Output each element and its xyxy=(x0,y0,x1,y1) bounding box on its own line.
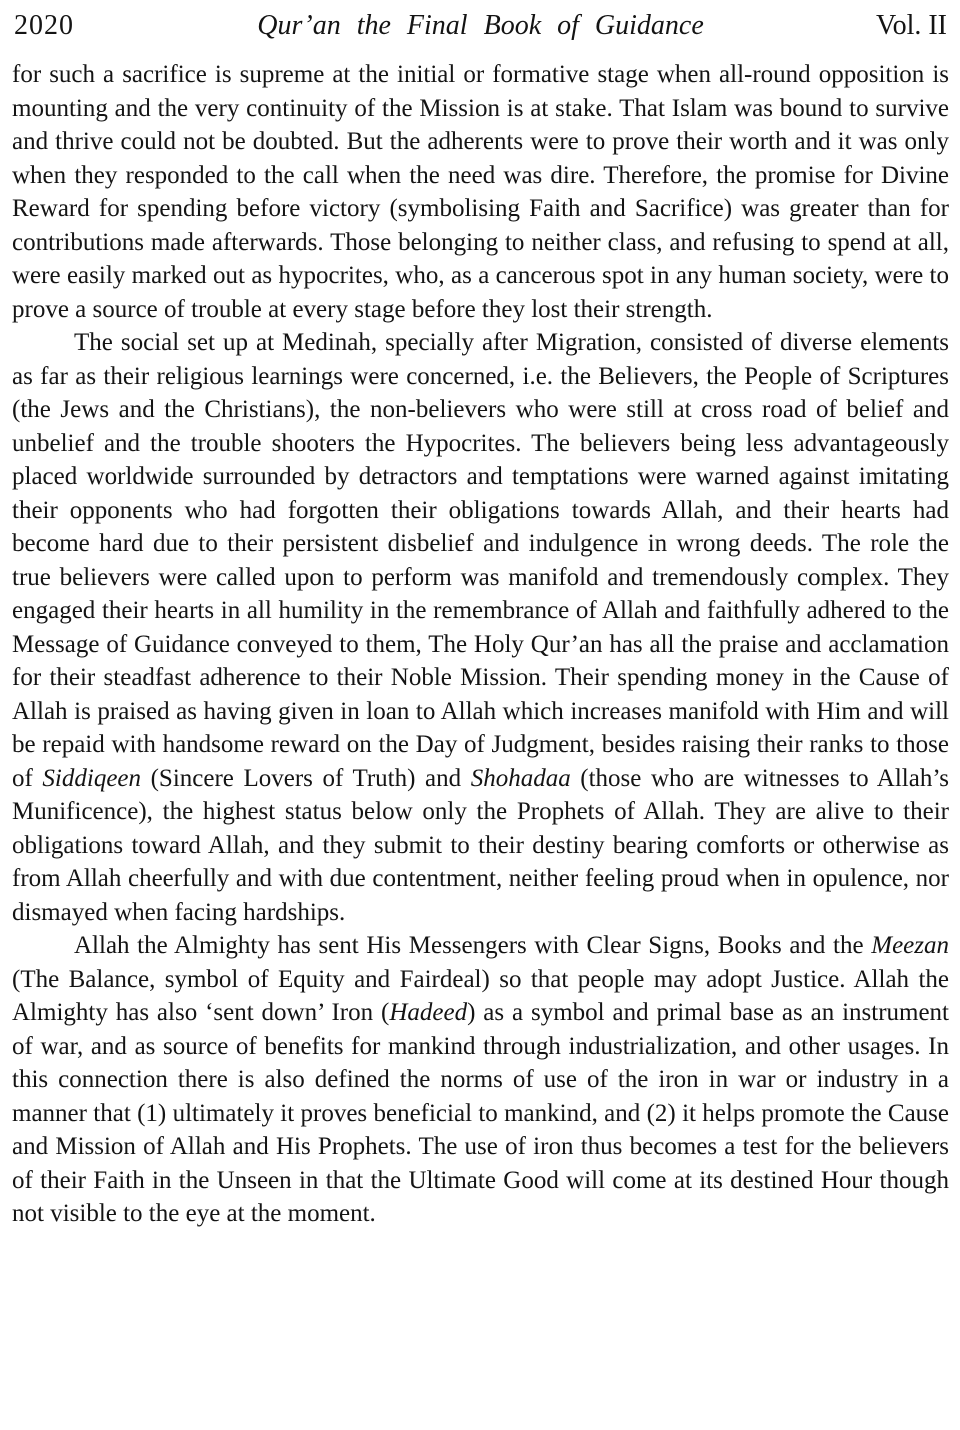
text-segment: (The Balance, symbol of Equity and Fairdeal) so that people may adopt Justice. Allah the Almighty has also ‘sent down’ Iron ( xyxy=(12,965,949,1026)
italic-term: Hadeed xyxy=(389,999,468,1026)
italic-term: Siddiqeen xyxy=(42,764,142,792)
paragraph xyxy=(12,929,949,1231)
text-segment: (those who are witnesses to Allah’s Munificence), the highest status below only the Prophets of Allah. They are alive to their obligations toward Allah, and they submit to their destiny bearing comforts or otherwise as from Allah cheerfully and with due contentment, neither feeling proud when in opulence, nor dismayed when facing hardships. xyxy=(12,764,949,926)
paragraph xyxy=(12,326,949,929)
italic-term: Meezan xyxy=(871,932,949,959)
paragraph xyxy=(12,58,949,326)
page-body xyxy=(12,58,949,1231)
text-segment: ) as a symbol and primal base as an instrument of war, and as source of benefits for mankind through industrialization, and other usages. In this connection there is also defined the norms of use of the iron in war or industry in a manner that (1) ultimately it proves beneficial to mankind, and (2) it helps promote the Cause and Mission of Allah and His Prophets. The use of iron thus becomes a test for the believers of their Faith in the Unseen in that the Ultimate Good will come at its destined Hour though not visible to the eye at the moment. xyxy=(12,999,950,1227)
italic-term: Shohadaa xyxy=(470,764,571,792)
text-segment: The social set up at Medinah, specially after Migration, consisted of diverse elements as far as their religious learnings were concerned, i.e. the Believers, the People of Scriptures (the Jews and the Christians), the non-believers who were still at cross road of belief and unbelief and the trouble shooters the Hypocrites. The believers being less advantageously placed worldwide surrounded by detractors and temptations were warned against imitating their opponents who had forgotten their obligations towards Allah, and their hearts had become hard due to their persistent disbelief and indulgence in wrong deeds. The role the true believers were called upon to perform was manifold and tremendously complex. They engaged their hearts in all humility in the remembrance of Allah and faithfully adhered to the Message of Guidance conveyed to them, The Holy Qur’an has all the praise and acclamation for their steadfast adherence to their Noble Mission. Their spending money in the Cause of Allah is praised as having given in loan to Allah which increases manifold with Him and will be repaid with handsome reward on the Day of Judgment, besides raising their ranks to those of xyxy=(12,329,949,792)
page-header xyxy=(12,8,949,44)
text-segment: for such a sacrifice is supreme at the initial or formative stage when all-round opposition is mounting and the very continuity of the Mission is at stake. That Islam was bound to survive and thrive could not be doubted. But the adherents were to prove their worth and it was only when they responded to the call when the need was dire. Therefore, the promise for Divine Reward for spending before victory (symbolising Faith and Sacrifice) was greater than for contributions made afterwards. Those belonging to neither class, and refusing to spend at all, were easily marked out as hypocrites, who, as a cancerous spot in any human society, were to prove a source of trouble at every stage before they lost their strength. xyxy=(12,61,949,323)
text-segment: Allah the Almighty has sent His Messengers with Clear Signs, Books and the xyxy=(74,932,872,959)
text-segment: (Sincere Lovers of Truth) and xyxy=(141,764,471,792)
book-title: Qur’an the Final Book of Guidance xyxy=(257,10,704,41)
page-number: 2020 xyxy=(14,10,74,41)
volume-label: Vol. II xyxy=(875,10,947,41)
